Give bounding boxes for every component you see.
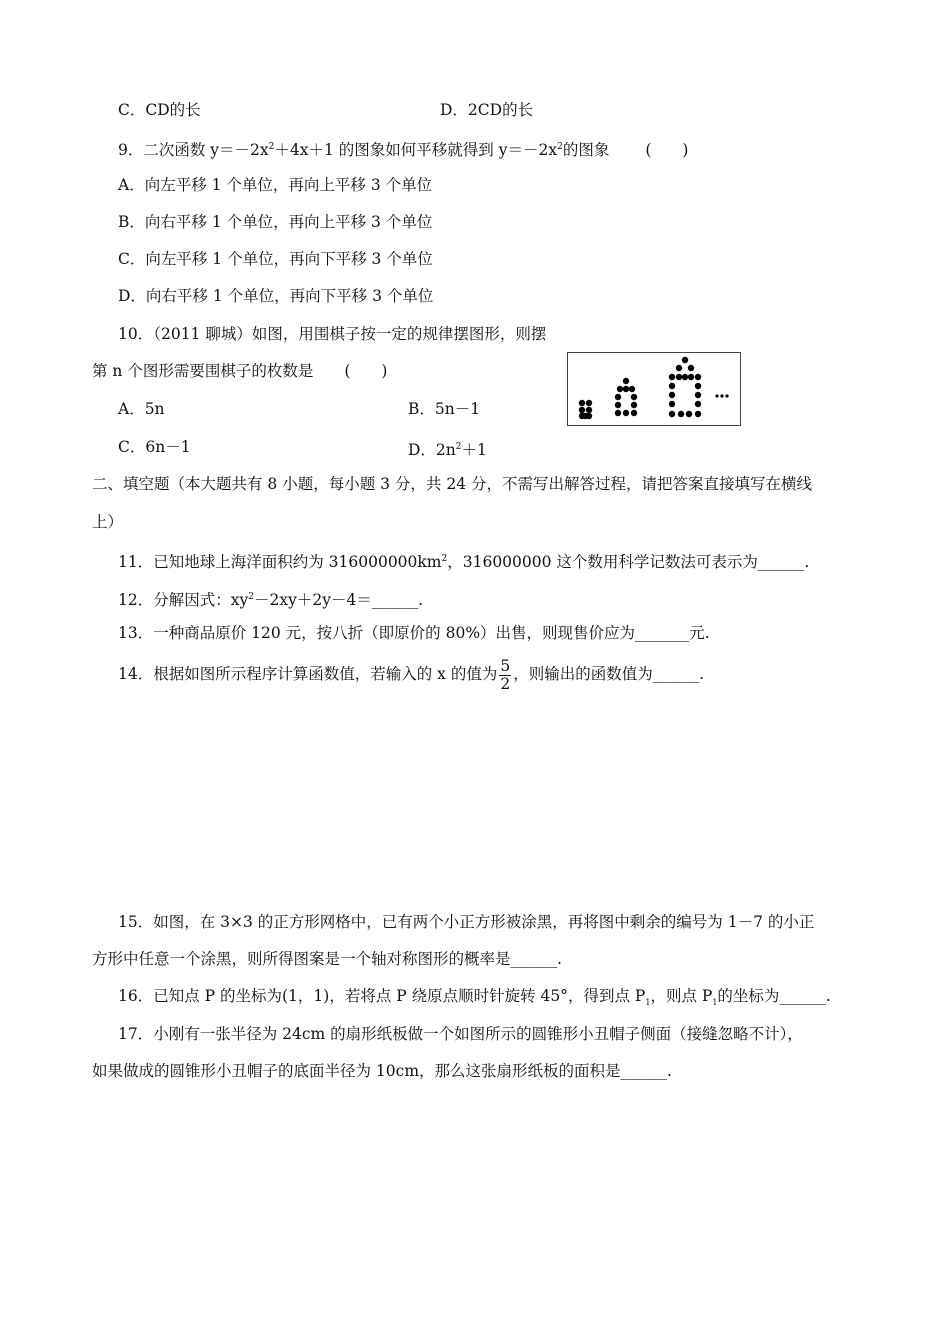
go-stones-svg [568, 353, 740, 425]
q16-sub-1: 1 [645, 998, 651, 1007]
q11 [118, 549, 809, 572]
q14-part-b: ，则输出的函数值为______. [513, 665, 705, 683]
q8-option-c: C．CD的长 [118, 101, 201, 119]
q9-option-c: C．向左平移 1 个单位，再向下平移 3 个单位 [118, 250, 433, 268]
q17-line-1: 17．小刚有一张半径为 24cm 的扇形纸板做一个如图所示的圆锥形小丑帽子侧面（接缝忽略不计）， [118, 1025, 803, 1043]
stones-figure-2 [615, 378, 637, 416]
q9-stem-part-b: ＋4x＋1 的图象如何平移就得到 y＝－2x [274, 141, 558, 159]
q16-sub-2: 1 [712, 998, 718, 1007]
q10-option-c: C．6n－1 [118, 438, 191, 456]
stones-figure-1 [579, 400, 592, 419]
q9-option-d: D．向右平移 1 个单位，再向下平移 3 个单位 [118, 287, 434, 305]
q10-line-1: 10．（2011 聊城）如图，用围棋子按一定的规律摆图形，则摆 [118, 325, 547, 343]
q16-part-a: 16．已知点 P 的坐标为(1，1)，若将点 P 绕原点顺时针旋转 45°，得到点 P [118, 987, 646, 1005]
q9-option-a: A．向左平移 1 个单位，再向上平移 3 个单位 [118, 176, 433, 194]
q9-answer-paren: ( ) [645, 141, 689, 159]
q11-part-b: ，316000000 这个数用科学记数法可表示为______. [447, 553, 810, 571]
q8-option-d: D．2CD的长 [440, 101, 534, 119]
go-stones-figure [567, 352, 741, 426]
q11-sup: 2 [441, 554, 448, 564]
q14 [118, 654, 704, 694]
q13: 13．一种商品原价 120 元，按八折（即原价的 80%）出售，则现售价应为_______元. [118, 624, 710, 642]
q16-part-b: ，则点 P [650, 987, 713, 1005]
q11-part-a: 11．已知地球上海洋面积约为 316000000km [118, 553, 442, 571]
q12-part-a: 12．分解因式：xy [118, 591, 249, 609]
q14-fraction-numerator: 5 [500, 656, 511, 675]
q12-sup: 2 [248, 592, 254, 602]
q10-line-2: 第 n 个图形需要围棋子的枚数是 ( ) [92, 362, 388, 380]
q16-part-c: 的坐标为______. [717, 987, 831, 1005]
q9-stem [118, 137, 688, 160]
q9-stem-part-a: 9．二次函数 y＝－2x [118, 141, 269, 159]
q10-option-b: B．5n－1 [408, 400, 481, 418]
q9-stem-part-c: 的图象 [562, 141, 610, 159]
q10-option-a: A．5n [118, 400, 165, 418]
q16 [118, 986, 831, 1013]
q9-option-b: B．向右平移 1 个单位，再向上平移 3 个单位 [118, 213, 433, 231]
q10-option-d-sup: 2 [455, 442, 462, 452]
q15-line-2: 方形中任意一个涂黑，则所得图案是一个轴对称图形的概率是______. [92, 950, 562, 968]
stones-ellipsis [715, 394, 728, 397]
q14-fraction [499, 658, 511, 693]
q12 [118, 587, 423, 610]
q17-line-2: 如果做成的圆锥形小丑帽子的底面半径为 10cm，那么这张扇形纸板的面积是______. [92, 1062, 672, 1080]
q14-fraction-denominator: 2 [500, 674, 511, 693]
section2-heading-line-1: 二、填空题（本大题共有 8 小题，每小题 3 分，共 24 分，不需写出解答过程，请把答案直接填写在横线 [92, 475, 813, 493]
q10-option-d [408, 437, 487, 460]
q10-option-d-part-a: D．2n [408, 441, 456, 459]
q14-part-a: 14．根据如图所示程序计算函数值，若输入的 x 的值为 [118, 665, 498, 683]
q10-option-d-part-b: ＋1 [461, 441, 487, 459]
q9-sup-1: 2 [268, 142, 275, 152]
q12-part-b: －2xy＋2y－4＝______. [253, 591, 424, 609]
q15-line-1: 15．如图，在 3×3 的正方形网格中，已有两个小正方形被涂黑，再将图中剩余的编号为 1－7 的小正 [118, 913, 815, 931]
q9-sup-2: 2 [557, 142, 563, 152]
stones-figure-3 [669, 357, 701, 417]
section2-heading-line-2: 上） [92, 513, 124, 531]
